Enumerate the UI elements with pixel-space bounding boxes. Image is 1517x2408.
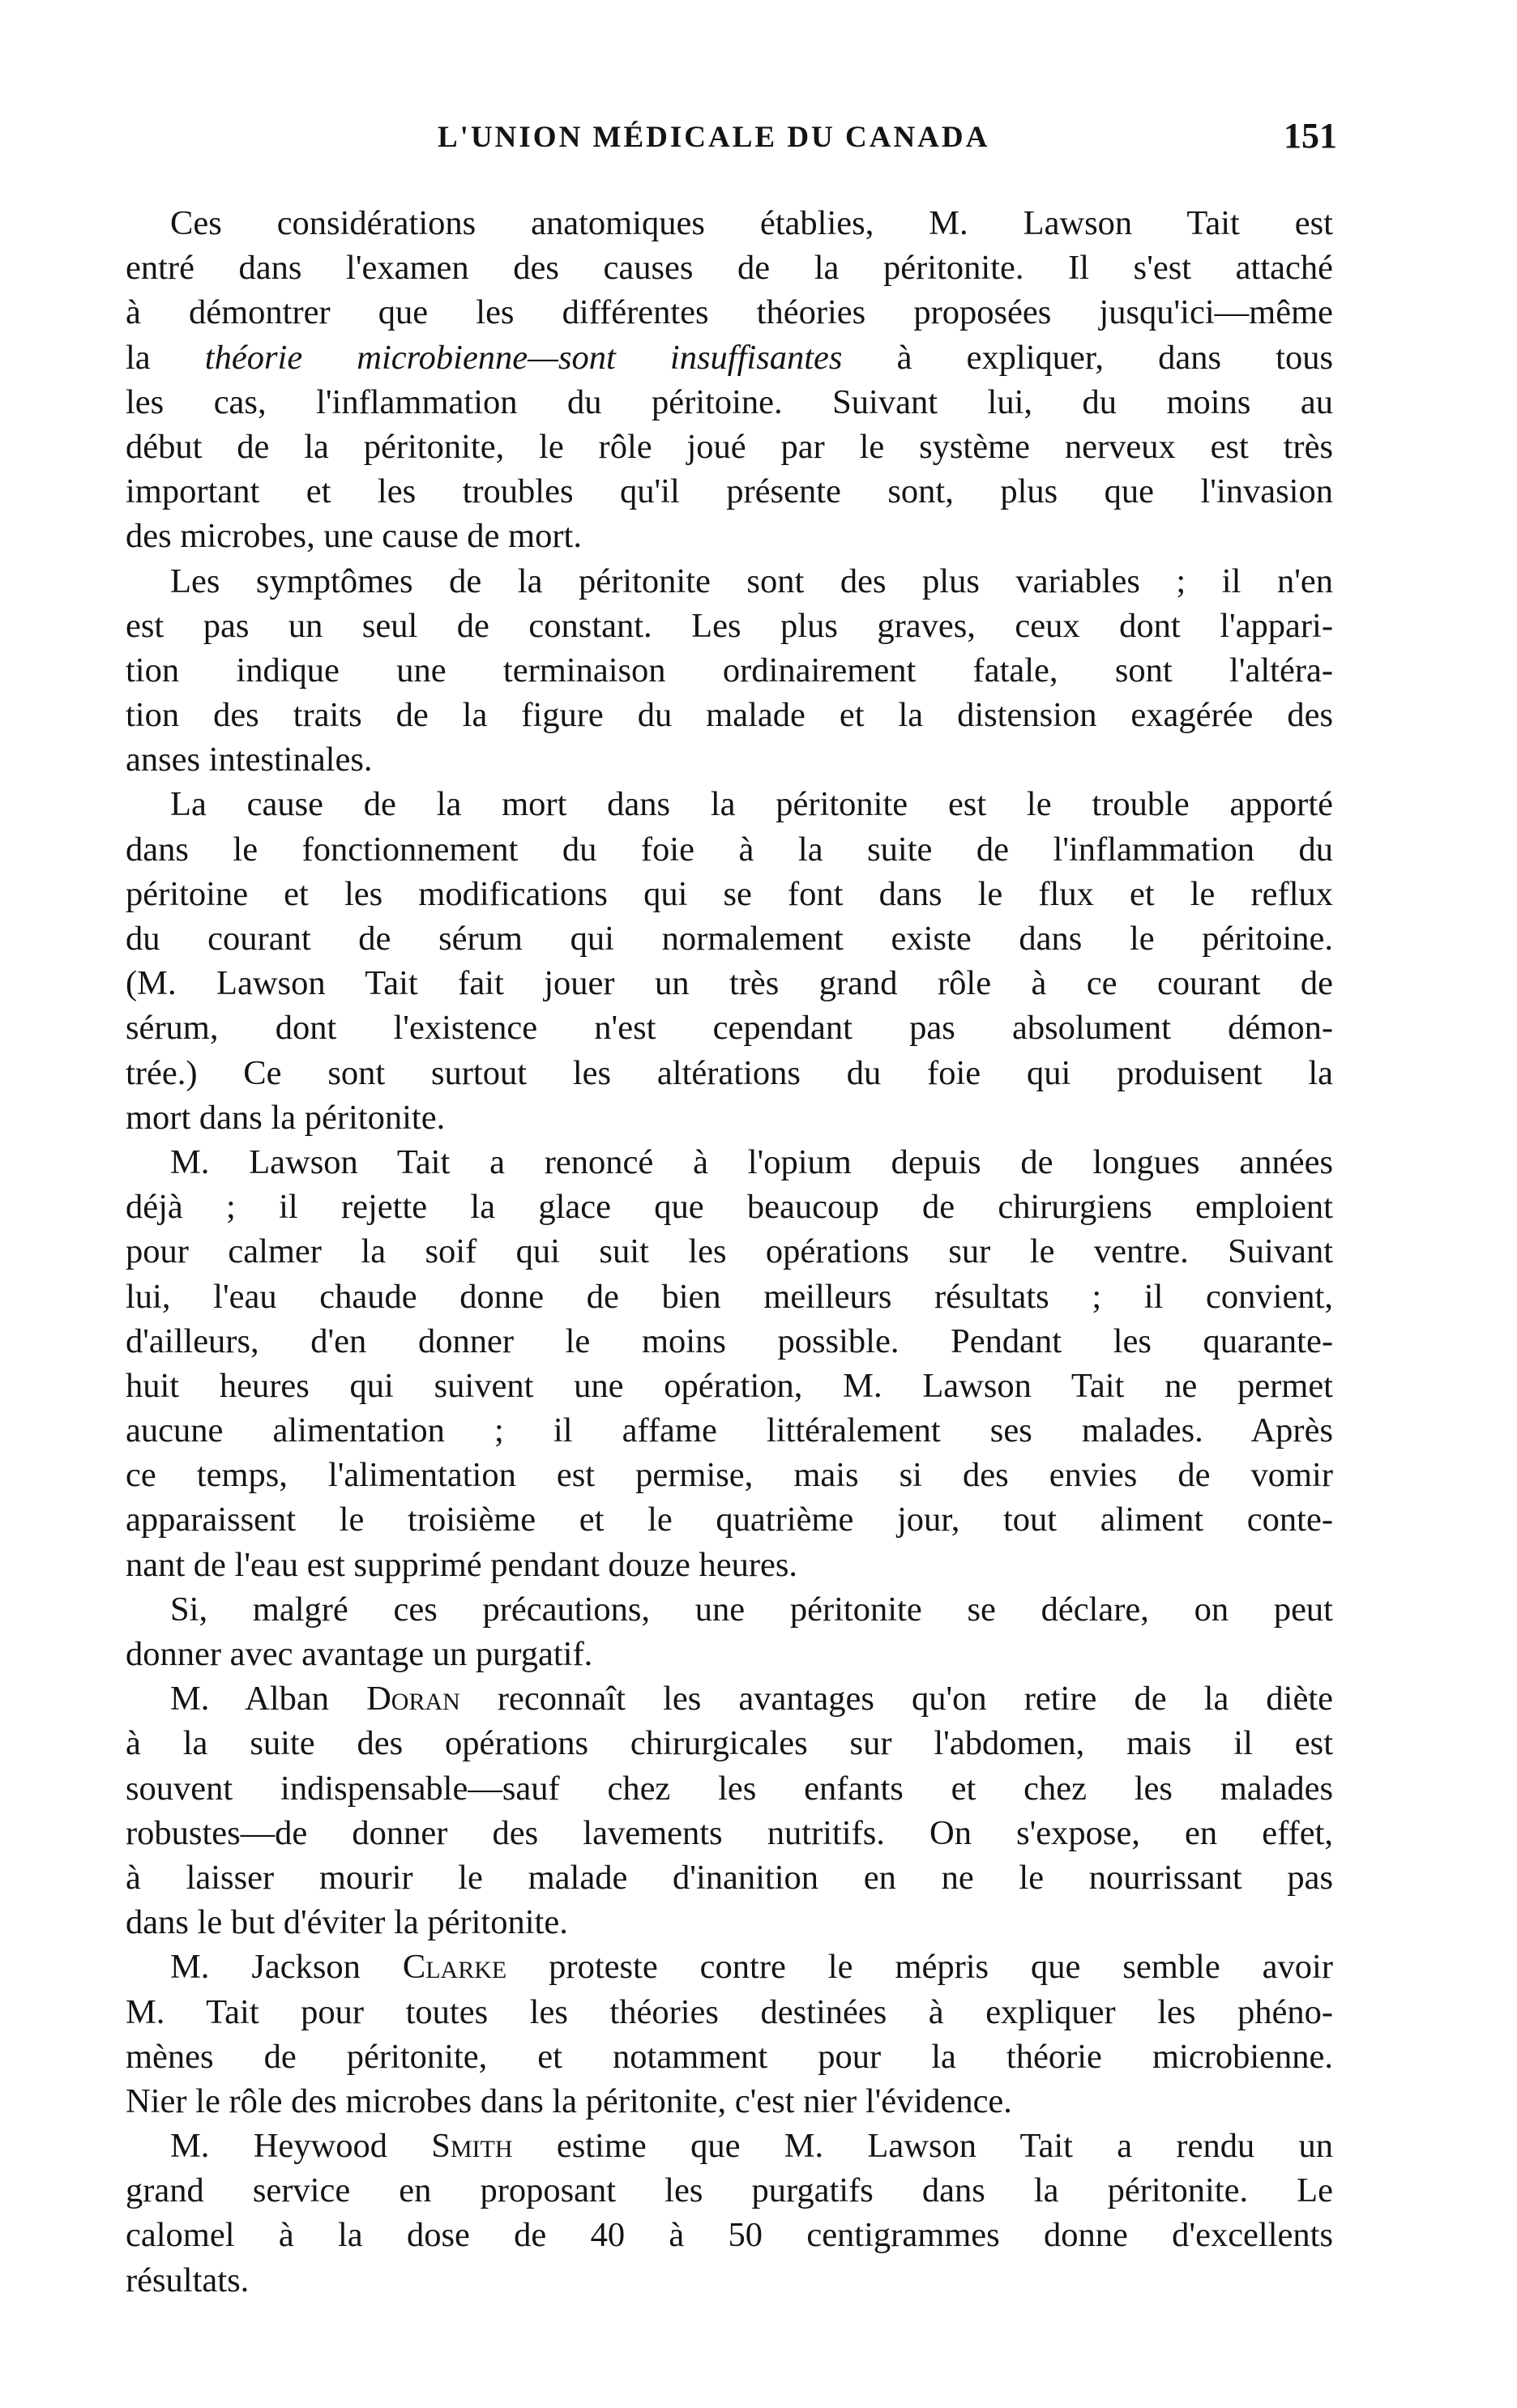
paragraph <box>126 1676 1333 1945</box>
text-line: à laisser mourir le malade d'inanition en ne le nourrissant pas <box>126 1858 1333 1897</box>
paragraph <box>126 1945 1333 2124</box>
text-line: les cas, l'inflammation du péritoine. Suivant lui, du moins au <box>126 382 1333 421</box>
text-line: M. Tait pour toutes les théories destinées à expliquer les phéno- <box>126 1992 1333 2031</box>
text-line: Nier le rôle des microbes dans la péritonite, c'est nier l'évidence. <box>126 2081 1012 2120</box>
text-line: dans le but d'éviter la péritonite. <box>126 1903 568 1942</box>
text-line: du courant de sérum qui normalement existe dans le péritoine. <box>126 920 1333 958</box>
text-line: ce temps, l'alimentation est permise, mais si des envies de vomir <box>126 1456 1333 1495</box>
text-line: résultats. <box>126 2261 250 2299</box>
text-line: d'ailleurs, d'en donner le moins possible. Pendant les quarante- <box>126 1321 1333 1360</box>
text-line: grand service en proposant les purgatifs dans la péritonite. Le <box>126 2171 1333 2210</box>
text-line: Si, malgré ces précautions, une péritonite se déclare, on peut <box>170 1590 1333 1629</box>
text-line: est pas un seul de constant. Les plus graves, ceux dont l'appari- <box>126 606 1333 645</box>
article-body <box>126 201 1333 2303</box>
text-line: souvent indispensable—sauf chez les enfants et chez les malades <box>126 1769 1333 1808</box>
text-line: donner avec avantage un purgatif. <box>126 1635 593 1673</box>
paragraph <box>126 2124 1333 2303</box>
text-line: M. Jackson Clarke proteste contre le mépris que semble avoir <box>170 1948 1333 1987</box>
text-line: pour calmer la soif qui suit les opérations sur le ventre. Suivant <box>126 1232 1333 1271</box>
text-line: déjà ; il rejette la glace que beaucoup de chirurgiens emploient <box>126 1188 1333 1227</box>
text-line: huit heures qui suivent une opération, M. Lawson Tait ne permet <box>126 1366 1333 1405</box>
text-line: à la suite des opérations chirurgicales sur l'abdomen, mais il est <box>126 1724 1333 1763</box>
text-line: sérum, dont l'existence n'est cependant pas absolument démon- <box>126 1009 1333 1048</box>
text-line: M. Alban Doran reconnaît les avantages qu'on retire de la diète <box>170 1680 1333 1718</box>
text-line: dans le fonctionnement du foie à la suite de l'inflammation du <box>126 830 1333 869</box>
journal-title: L'UNION MÉDICALE DU CANADA <box>438 121 990 154</box>
text-line: péritoine et les modifications qui se font dans le flux et le reflux <box>126 874 1333 913</box>
text-line: nant de l'eau est supprimé pendant douze heures. <box>126 1545 798 1584</box>
page-number: 151 <box>1284 116 1337 156</box>
text-line: tion des traits de la figure du malade et la distension exagérée des <box>126 696 1333 735</box>
text-line: (M. Lawson Tait fait jouer un très grand rôle à ce courant de <box>126 964 1333 1003</box>
text-line: aucune alimentation ; il affame littéralement ses malades. Après <box>126 1411 1333 1450</box>
text-line: M. Lawson Tait a renoncé à l'opium depuis de longues années <box>170 1142 1333 1181</box>
text-line: anses intestinales. <box>126 741 373 779</box>
text-line: apparaissent le troisième et le quatrième jour, tout aliment conte- <box>126 1501 1333 1539</box>
running-header <box>130 116 1337 169</box>
paragraph <box>126 559 1333 783</box>
text-line: M. Heywood Smith estime que M. Lawson Tait a rendu un <box>170 2127 1333 2166</box>
text-line: important et les troubles qu'il présente sont, plus que l'invasion <box>126 472 1333 511</box>
paragraph <box>126 1140 1333 1587</box>
text-line: trée.) Ce sont surtout les altérations du foie qui produisent la <box>126 1053 1333 1092</box>
text-line: lui, l'eau chaude donne de bien meilleurs résultats ; il convient, <box>126 1277 1333 1316</box>
text-line: des microbes, une cause de mort. <box>126 517 582 556</box>
text-line: mort dans la péritonite. <box>126 1098 446 1137</box>
paragraph <box>126 201 1333 559</box>
text-line: la théorie microbienne—sont insuffisantes à expliquer, dans tous <box>126 338 1333 377</box>
text-line: calomel à la dose de 40 à 50 centigrammes donne d'excellents <box>126 2216 1333 2255</box>
text-line: début de la péritonite, le rôle joué par le système nerveux est très <box>126 427 1333 466</box>
text-line: mènes de péritonite, et notamment pour la théorie microbienne. <box>126 2037 1333 2076</box>
text-line: à démontrer que les différentes théories proposées jusqu'ici—même <box>126 293 1333 332</box>
text-line: entré dans l'examen des causes de la péritonite. Il s'est attaché <box>126 249 1333 288</box>
paragraph <box>126 1587 1333 1676</box>
text-line: tion indique une terminaison ordinairement fatale, sont l'altéra- <box>126 651 1333 690</box>
text-line: La cause de la mort dans la péritonite est le trouble apporté <box>170 785 1333 824</box>
paragraph <box>126 782 1333 1140</box>
text-line: robustes—de donner des lavements nutritifs. On s'expose, en effet, <box>126 1813 1333 1852</box>
text-line: Ces considérations anatomiques établies, M. Lawson Tait est <box>170 204 1333 242</box>
text-line: Les symptômes de la péritonite sont des plus variables ; il n'en <box>170 561 1333 600</box>
